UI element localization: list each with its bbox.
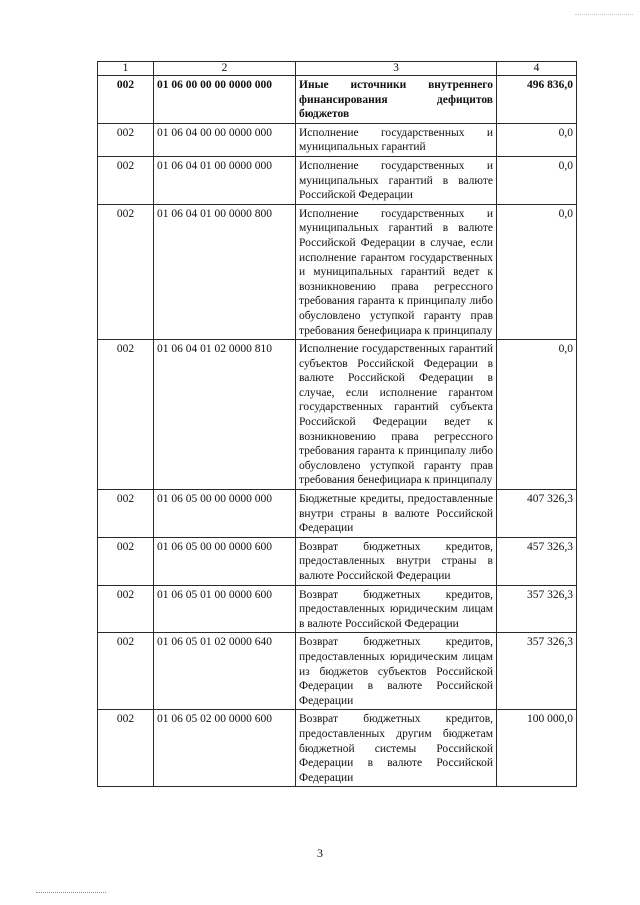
amount-cell: 0,0	[497, 123, 577, 156]
table-row	[98, 204, 577, 339]
admin-code-cell: 002	[98, 633, 154, 710]
amount-cell: 0,0	[497, 340, 577, 490]
source-name-cell: Бюджетные кредиты, предоставленные внутри страны в валюте Российской Федерации	[296, 490, 497, 538]
column-number-header: 2	[154, 62, 296, 76]
admin-code-cell: 002	[98, 123, 154, 156]
scan-edge-artifact	[36, 892, 106, 894]
page-number: 3	[317, 846, 323, 860]
source-name-cell: Возврат бюджетных кредитов, предоставленных другим бюджетам бюджетной системы Российской Федерации в валюте Российской Федерации	[296, 710, 497, 787]
budget-classification-code-cell: 01 06 05 01 00 0000 600	[154, 585, 296, 633]
admin-code-cell: 002	[98, 156, 154, 204]
scan-edge-artifact	[575, 0, 633, 15]
budget-classification-code-cell: 01 06 04 01 02 0000 810	[154, 340, 296, 490]
table-row	[98, 537, 577, 585]
admin-code-cell: 002	[98, 710, 154, 787]
column-number-header: 1	[98, 62, 154, 76]
budget-classification-code-cell: 01 06 05 00 00 0000 600	[154, 537, 296, 585]
table-row	[98, 123, 577, 156]
financing-sources-table	[97, 61, 577, 787]
source-name-cell: Исполнение государственных гарантий субъектов Российской Федерации в валюте Российской Федерации в случае, если исполнение гарантом государственных гарантий субъекта Российской Федерации ведет к возникновению права регрессного требования гаранта к принципалу либо обусловлено уступкой гаранту прав требования бенефициара к принципалу	[296, 340, 497, 490]
budget-classification-code-cell: 01 06 05 01 02 0000 640	[154, 633, 296, 710]
budget-classification-code-cell: 01 06 05 02 00 0000 600	[154, 710, 296, 787]
budget-classification-code-cell: 01 06 00 00 00 0000 000	[154, 76, 296, 124]
column-number-header: 3	[296, 62, 497, 76]
source-name-cell: Иные источники внутреннего финансирования дефицитов бюджетов	[296, 76, 497, 124]
admin-code-cell: 002	[98, 537, 154, 585]
table-row	[98, 633, 577, 710]
amount-cell: 357 326,3	[497, 633, 577, 710]
budget-classification-code-cell: 01 06 04 00 00 0000 000	[154, 123, 296, 156]
amount-cell: 0,0	[497, 204, 577, 339]
amount-cell: 0,0	[497, 156, 577, 204]
source-name-cell: Возврат бюджетных кредитов, предоставленных юридическим лицам из бюджетов субъектов Российской Федерации в валюте Российской Федерации	[296, 633, 497, 710]
table-row	[98, 76, 577, 124]
amount-cell: 496 836,0	[497, 76, 577, 124]
table-row	[98, 340, 577, 490]
admin-code-cell: 002	[98, 585, 154, 633]
admin-code-cell: 002	[98, 204, 154, 339]
source-name-cell: Исполнение государственных и муниципальных гарантий	[296, 123, 497, 156]
source-name-cell: Исполнение государственных и муниципальных гарантий в валюте Российской Федерации в случае, если исполнение гарантом государственных и муниципальных гарантий ведет к возникновению права регрессного требования гаранта к принципалу либо обусловлено уступкой гаранту прав требования бенефициара к принципалу	[296, 204, 497, 339]
admin-code-cell: 002	[98, 76, 154, 124]
amount-cell: 407 326,3	[497, 490, 577, 538]
column-number-header: 4	[497, 62, 577, 76]
budget-classification-code-cell: 01 06 05 00 00 0000 000	[154, 490, 296, 538]
admin-code-cell: 002	[98, 340, 154, 490]
source-name-cell: Исполнение государственных и муниципальных гарантий в валюте Российской Федерации	[296, 156, 497, 204]
table-row	[98, 490, 577, 538]
table-body	[98, 76, 577, 787]
admin-code-cell: 002	[98, 490, 154, 538]
table-row	[98, 156, 577, 204]
table-row	[98, 585, 577, 633]
source-name-cell: Возврат бюджетных кредитов, предоставленных внутри страны в валюте Российской Федерации	[296, 537, 497, 585]
column-number-row	[98, 62, 577, 76]
budget-classification-code-cell: 01 06 04 01 00 0000 800	[154, 204, 296, 339]
amount-cell: 357 326,3	[497, 585, 577, 633]
source-name-cell: Возврат бюджетных кредитов, предоставленных юридическим лицам в валюте Российской Федерации	[296, 585, 497, 633]
table-row	[98, 710, 577, 787]
amount-cell: 100 000,0	[497, 710, 577, 787]
amount-cell: 457 326,3	[497, 537, 577, 585]
budget-classification-code-cell: 01 06 04 01 00 0000 000	[154, 156, 296, 204]
